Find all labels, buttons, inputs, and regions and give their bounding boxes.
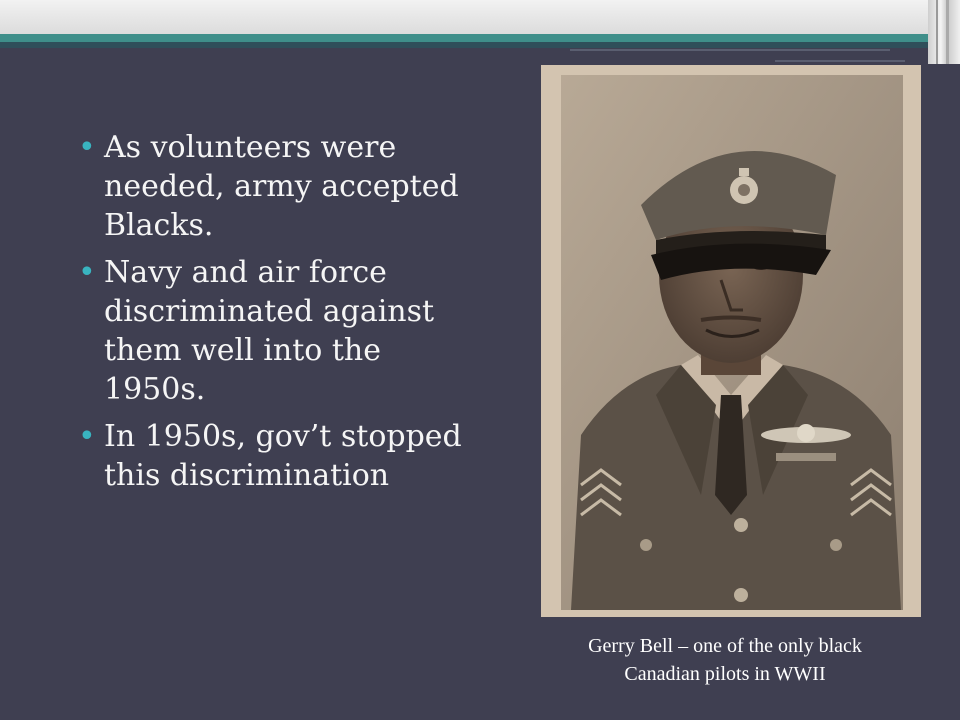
bullet-item bbox=[78, 128, 478, 245]
bullet-marker: • bbox=[78, 255, 96, 290]
bullet-item bbox=[78, 417, 478, 495]
bullet-item bbox=[78, 253, 478, 409]
bullet-text: As volunteers were needed, army accepted Blacks. bbox=[104, 130, 459, 243]
header-accent-shade bbox=[0, 42, 930, 48]
divider-line-short bbox=[775, 60, 905, 62]
bullet-text: In 1950s, gov’t stopped this discrimination bbox=[104, 419, 462, 493]
corner-decoration bbox=[928, 0, 960, 64]
top-strip bbox=[0, 0, 960, 34]
bullet-list bbox=[78, 128, 478, 503]
header-accent-band bbox=[0, 34, 930, 42]
photo-caption bbox=[540, 632, 910, 688]
caption-line-1: Gerry Bell – one of the only black bbox=[588, 635, 862, 657]
caption-line-2: Canadian pilots in WWII bbox=[624, 663, 826, 685]
portrait-photo-frame bbox=[541, 65, 921, 617]
bullet-text: Navy and air force discriminated against them well into the 1950s. bbox=[104, 255, 435, 407]
divider-line bbox=[570, 49, 890, 51]
bullet-marker: • bbox=[78, 130, 96, 165]
bullet-marker: • bbox=[78, 419, 96, 454]
portrait-photo bbox=[561, 75, 903, 610]
